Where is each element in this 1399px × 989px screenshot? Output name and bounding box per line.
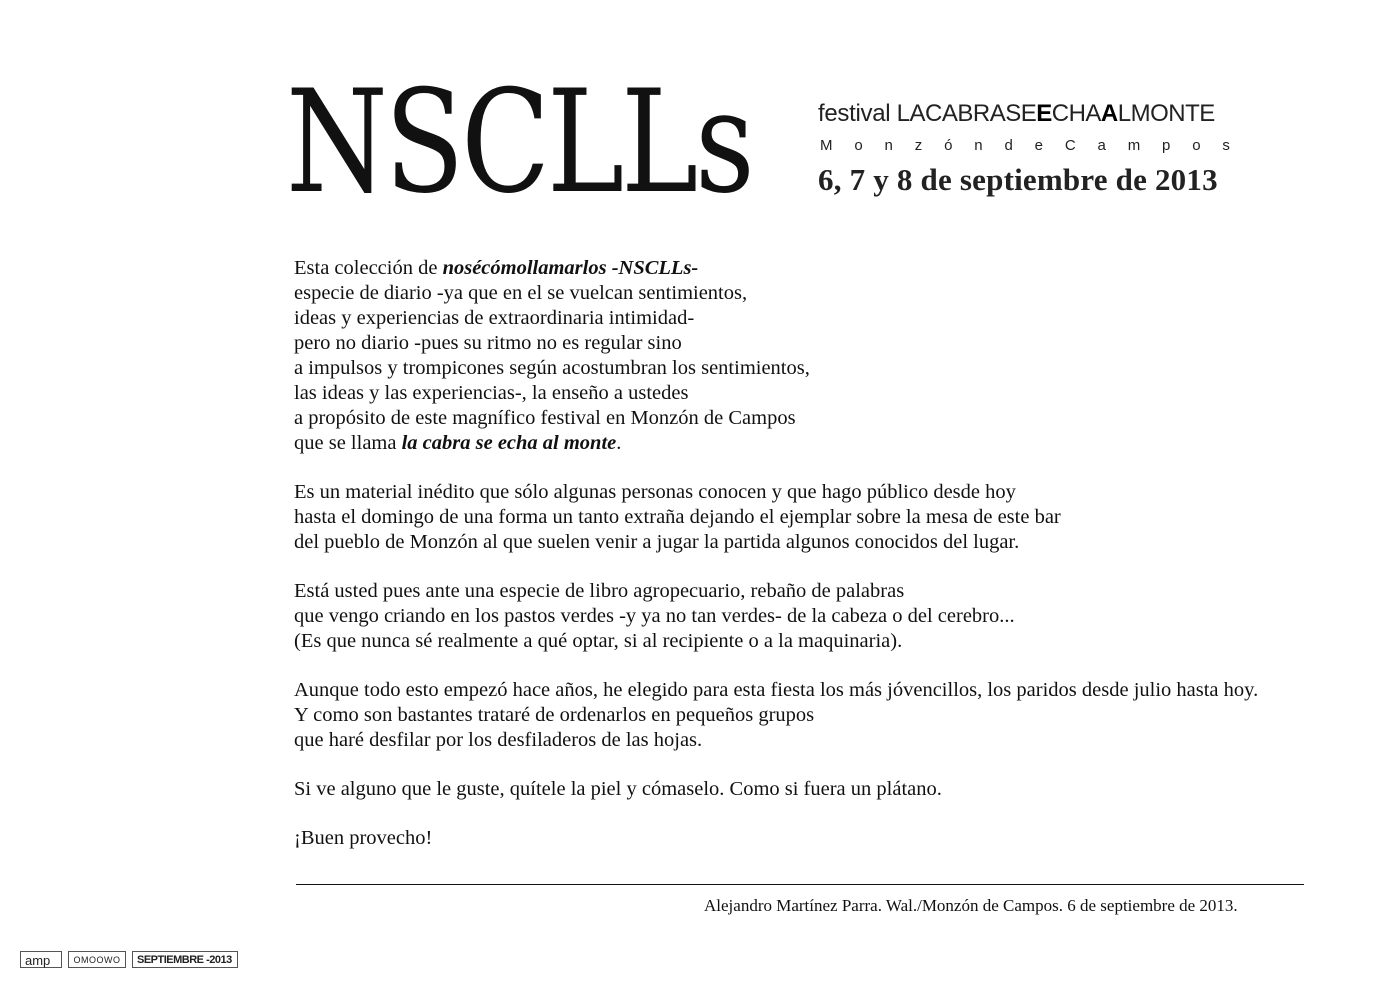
text-line: a propósito de este magnífico festival en Monzón de Campos [294, 407, 796, 429]
text-line: especie de diario -ya que en el se vuelcan sentimientos, [294, 282, 748, 304]
text-line [294, 431, 1384, 456]
paragraph-closing [294, 826, 1384, 851]
text-span: Esta colección de [294, 257, 443, 279]
place-letter: z [914, 137, 923, 154]
text-line: ¡Buen provecho! [294, 827, 433, 849]
text-line: a impulsos y trompicones según acostumbran los sentimientos, [294, 357, 810, 379]
text-line: Es un material inédito que sólo algunas personas conocen y que hago público desde hoy [294, 481, 1016, 503]
place-letter: p [1162, 137, 1171, 154]
footer-boxes [20, 951, 238, 968]
text-line: las ideas y las experiencias-, la enseño a ustedes [294, 382, 689, 404]
festival-name-part: CHA [1051, 100, 1101, 127]
place-letter: ó [944, 137, 953, 154]
place-letter: e [1034, 137, 1043, 154]
place-letter: o [854, 137, 863, 154]
text-line: Está usted pues ante una especie de libro agropecuario, rebaño de palabras [294, 580, 905, 602]
text-line: ideas y experiencias de extraordinaria intimidad- [294, 307, 695, 329]
paragraph-order [294, 678, 1384, 753]
paragraph-intro [294, 256, 1384, 456]
paragraph-book [294, 579, 1384, 654]
emphasis-festival: la cabra se echa al monte [401, 432, 617, 454]
paragraph-material [294, 480, 1384, 555]
festival-name-bold: E [1036, 100, 1052, 127]
footer-box-amp: amp [20, 951, 62, 968]
footer-box-code: OMOOWO [68, 951, 126, 968]
festival-place [820, 137, 1230, 154]
paragraph-banana [294, 777, 1384, 802]
text-line: Y como son bastantes trataré de ordenarlos en pequeños grupos [294, 704, 815, 726]
festival-name-bold: A [1100, 100, 1118, 127]
festival-name [818, 100, 1215, 128]
festival-dates: 6, 7 y 8 de septiembre de 2013 [818, 162, 1218, 197]
text-line: que haré desfilar por los desfiladeros de las hojas. [294, 729, 703, 751]
place-letter: M [820, 137, 833, 154]
text-line: Si ve alguno que le guste, quítele la piel y cómaselo. Como si fuera un plátano. [294, 778, 942, 800]
place-letter: n [974, 137, 983, 154]
signature: Alejandro Martínez Parra. Wal./Monzón de Campos. 6 de septiembre de 2013. [704, 896, 1238, 915]
festival-prefix: festival [818, 100, 897, 127]
text-line: que vengo criando en los pastos verdes -y ya no tan verdes- de la cabeza o del cerebro... [294, 605, 1015, 627]
text-line: hasta el domingo de una forma un tanto extraña dejando el ejemplar sobre la mesa de este bar [294, 506, 1061, 528]
text-span: que se llama [294, 432, 402, 454]
festival-name-part: LMONTE [1117, 100, 1215, 127]
place-letter: n [884, 137, 893, 154]
text-line: del pueblo de Monzón al que suelen venir a jugar la partida algunos conocidos del lugar. [294, 531, 1020, 553]
place-letter: C [1064, 137, 1076, 154]
emphasis-nscll: nosécómollamarlos -NSCLLs- [442, 257, 699, 279]
footer-box-date: SEPTIEMBRE -2013 [132, 951, 238, 968]
text-line [294, 256, 1384, 281]
place-letter: s [1222, 137, 1230, 154]
signature-divider [296, 884, 1304, 885]
text-line: (Es que nunca sé realmente a qué optar, si al recipiente o a la maquinaria). [294, 630, 903, 652]
text-span: . [616, 432, 622, 454]
place-letter: a [1097, 137, 1106, 154]
place-letter: o [1192, 137, 1201, 154]
place-letter: d [1004, 137, 1013, 154]
page-title: NSCLLs [286, 60, 752, 225]
festival-name-part: LACABRASE [896, 100, 1037, 127]
body-text [294, 256, 1384, 875]
text-line: Aunque todo esto empezó hace años, he elegido para esta fiesta los más jóvencillos, los paridos desde julio hasta hoy. [294, 679, 1259, 701]
text-line: pero no diario -pues su ritmo no es regular sino [294, 332, 682, 354]
place-letter: m [1127, 137, 1141, 154]
